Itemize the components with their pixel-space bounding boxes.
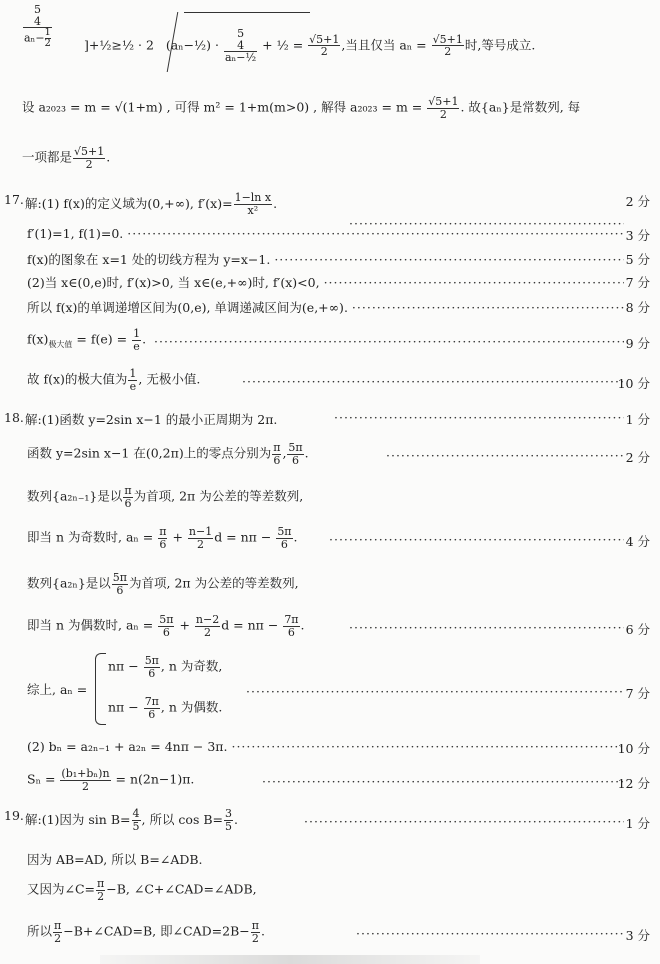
line-each-term: 一项都是 $\frac{√5+1}{2}$ . <box>22 145 111 171</box>
q18-row-9: Sₙ = $\frac{\text{(b₁+bₙ)n}}{2}$ = n(2n−1)π. <box>27 767 195 793</box>
q19-row-3: 又因为∠C= $\frac{\pi}{2}$ −B, ∠C+∠CAD=∠ADB, <box>27 877 257 903</box>
q17-row-4: (2)当 x∈(0,e)时, f′(x)>0, 当 x∈(e,+∞)时, f′(x)<0, ····· <box>20 273 624 291</box>
q18-case-odd: nπ − $\frac{5\pi}{6}$ , n 为奇数, <box>108 654 223 680</box>
q19-row-2: 因为 AB=AD, 所以 B=∠ADB. <box>27 852 203 867</box>
q18-row-2: 函数 y=2sin x−1 在(0,2π)上的零点分别为 $\frac{\pi}{6}$ , $\frac{5\pi}{6}$ . <box>27 441 309 467</box>
cut-off-footer-line <box>100 955 480 964</box>
q18-row-3: 数列{a₂ₙ₋₁}是以 $\frac{\pi}{6}$ 为首项, 2π 为公差的等差数列, <box>27 484 304 510</box>
q17-row-1: 17. 解:(1) f(x)的定义域为(0,+∞), f′(x)= $\frac{\text{1−ln x}}{\text{x²}}$ . ····· 2 分 <box>0 192 660 216</box>
piecewise-brace <box>95 653 106 725</box>
q18-row-1: 18. 解:(1)函数 y=2sin x−1 的最小正周期为 2π. <box>4 410 278 427</box>
q17-row-6: $f(x)_{极大值} = f(e)$ = $\frac{1}{e}$ . <box>27 327 147 353</box>
q18-row-8: (2) bₙ = a₂ₙ₋₁ + a₂ₙ = 4nπ − 3π. ····· <box>20 739 624 754</box>
q17-row-3: f(x)的图象在 x=1 处的切线方程为 y=x−1. ····· <box>20 250 624 268</box>
line-top-inequality: 5 4 aₙ− 1 2 <box>24 3 51 50</box>
q18-case-even: nπ − $\frac{7\pi}{6}$ , n 为偶数. <box>108 695 223 721</box>
q18-row-4: 即当 n 为奇数时, aₙ = $\frac{\pi}{6}$ + $\frac{n-1}{2}$ d = nπ − $\frac{5\pi}{6}$ . <box>27 525 298 551</box>
q17-row-2: f′(1)=1, f(1)=0. ····· <box>20 226 624 241</box>
q18-row-5: 数列{a₂ₙ}是以 $\frac{5\pi}{6}$ 为首项, 2π 为公差的等差数列, <box>27 571 299 597</box>
q18-summary-label: 综上, aₙ = <box>27 682 88 697</box>
q19-row-1: 19. 解:(1)因为 sin B= $\frac{4}{5}$ , 所以 cos B= $\frac{3}{5}$ . <box>4 807 238 833</box>
answer-page: 5 4 aₙ− 1 2 ]+½≥½ · 2 (aₙ−½) · 5 4 aₙ−½ + ½ = $\frac{√5+1}{2}$ ,当且仅当 aₙ = $\frac{√5+1}{2}$ 时,等号成立. 设 a₂₀₂₃ = m = √(1+m) , 可得 m² = 1+m(m>0) , 解得 a₂₀₂₃ = m = $\frac{√5+1}{2}$ . 故{aₙ}是常数列, 每 一项都是 $\frac{√5+1}{2}$ . 17. 解:(1) f(x)的定义域为(0,+∞), f′(x)= $\frac{\text{1−ln x}}{\text{x²}}$ . ····· 2 分 f′(1)=1, f(1)=0. ····· 3 分 f(x)的图象在 x=1 处的切线方程为 y=x−1. ····· 5 分 (2)当 x∈(0,e)时, f′(x)>0, 当 x∈(e,+∞)时, f′(x)<0, ····· 7 分 所以 f(x)的单调递增区间为(0,e), 单调递减区间为(e,+∞). ····· 8 分 $f(x)_{极大值} = f(e)$ = $\frac{1}{e}$ . ····· 9 分 故 f(x)的极大值为 $\frac{1}{e}$ , 无极小值. ····· 10 分 18. 解:(1)函数 y=2sin x−1 的最小正周期为 2π. ····· 1 分 函数 y=2sin x−1 在(0,2π)上的零点分别为 $\frac{\pi}{6}$ , $\frac{5\pi}{6}$ . ····· 2 分 数列{a₂ₙ₋₁}是以 $\frac{\pi}{6}$ 为首项, 2π 为公差的等差数列, 即当 n 为奇数时, aₙ = $\frac{\pi}{6}$ + $\frac{n-1}{2}$ d = nπ − $\frac{5\pi}{6}$ . ····· 4 分 数列{a₂ₙ}是以 $\frac{5\pi}{6}$ 为首项, 2π 为公差的等差数列, 即当 n 为偶数时, aₙ = $\frac{5\pi}{6}$ + $\frac{n-2}{2}$ d = nπ − $\frac{7\pi}{6}$ . ····· 6 分 综上, aₙ = nπ − $\frac{5\pi}{6}$ , n 为奇数, nπ − $\frac{7\pi}{6}$ , n 为偶数. ····· 7 分 (2) bₙ = a₂ₙ₋₁ + a₂ₙ = 4nπ − 3π. ····· 10 分 Sₙ = $\frac{\text{(b₁+bₙ)n}}{2}$ = n(2n−1)π. ····· 12 分 19. 解:(1)因为 sin B= $\frac{4}{5}$ , 所以 cos B= $\frac{3}{5}$ . ····· 1 分 因为 AB=AD, 所以 B=∠ADB. 又因为∠C= $\frac{\pi}{2}$ −B, ∠C+∠CAD=∠ADB, 所以 $\frac{\pi}{2}$ −B+∠CAD=B, 即∠CAD=2B− $\frac{\pi}{2}$ . ····· 3 分 <box>0 0 660 964</box>
q17-row-7: 故 f(x)的极大值为 $\frac{1}{e}$ , 无极小值. <box>27 367 201 393</box>
line-a2023: 设 a₂₀₂₃ = m = √(1+m) , 可得 m² = 1+m(m>0) , 解得 a₂₀₂₃ = m = $\frac{√5+1}{2}$ . 故{aₙ}是常数列, 每 <box>22 95 581 121</box>
q19-row-4: 所以 $\frac{\pi}{2}$ −B+∠CAD=B, 即∠CAD=2B− $\frac{\pi}{2}$ . <box>27 919 265 945</box>
line-top-text: ]+½≥½ · 2 (aₙ−½) · 5 4 aₙ−½ + ½ = $\frac{√5+1}{2}$ ,当且仅当 aₙ = $\frac{√5+1}{2}$ 时,等号成立. <box>84 27 536 65</box>
q17-row-5: 所以 f(x)的单调递增区间为(0,e), 单调递减区间为(e,+∞). ····· <box>20 298 624 316</box>
q18-row-6: 即当 n 为偶数时, aₙ = $\frac{5\pi}{6}$ + $\frac{n-2}{2}$ d = nπ − $\frac{7\pi}{6}$ . <box>27 613 305 639</box>
